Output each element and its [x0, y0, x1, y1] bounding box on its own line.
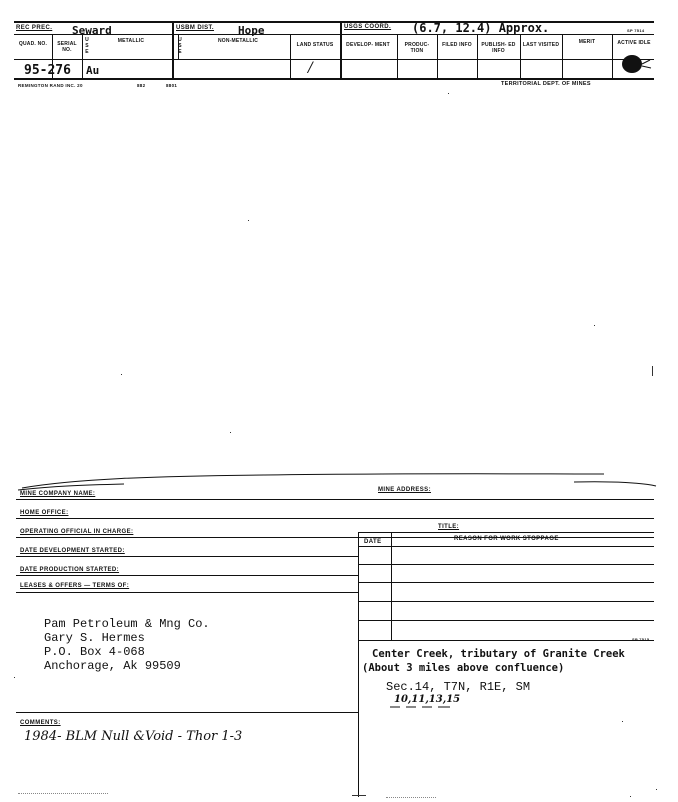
- divider-active: [612, 34, 613, 78]
- center-divider: [358, 532, 359, 797]
- dev-started-rule: [16, 556, 358, 557]
- scan-mark: [652, 366, 653, 376]
- scan-speck: [656, 789, 657, 790]
- prod-started-rule: [16, 575, 358, 576]
- mine-company-name-label: MINE COMPANY NAME:: [20, 491, 96, 497]
- stoppage-row-3: [358, 601, 654, 602]
- date-col-label: DATE: [364, 539, 382, 545]
- divider-production: [397, 34, 398, 78]
- scan-noise: [352, 795, 366, 796]
- stoppage-row-2: [358, 582, 654, 583]
- rec-prec-value: Seward: [72, 24, 112, 37]
- printer-name: REMINGTON RAND INC. 20: [18, 83, 83, 88]
- location-line-2: (About 3 miles above confluence): [362, 662, 565, 674]
- land-status-value: /: [308, 60, 313, 76]
- printer-code-2: 8801: [166, 83, 178, 88]
- printer-code-1: 882: [137, 83, 146, 88]
- date-development-label: DATE DEVELOPMENT STARTED:: [20, 548, 125, 554]
- serial-no-caption: SERIAL NO.: [57, 41, 77, 53]
- production-caption: PRODUC- TION: [404, 42, 430, 54]
- quad-no-caption: QUAD. NO.: [18, 41, 48, 47]
- land-status-caption: LAND STATUS: [296, 42, 334, 48]
- lease-line-2: Gary S. Hermes: [44, 631, 145, 645]
- title-label: TITLE:: [438, 524, 460, 530]
- use-caption-metallic: U S E: [85, 37, 89, 55]
- leases-offers-label: LEASES & OFFERS — TERMS OF:: [20, 583, 130, 589]
- divider-usbm: [172, 21, 174, 78]
- stoppage-row-1: [358, 564, 654, 565]
- merit-caption: MERIT: [578, 39, 596, 45]
- header-top-rule: [14, 21, 654, 23]
- scan-speck: [14, 677, 15, 678]
- date-col-divider: [391, 532, 392, 640]
- divider-published: [477, 34, 478, 78]
- divider-land: [290, 34, 291, 78]
- divider-last: [520, 34, 521, 78]
- scan-speck: [121, 374, 122, 375]
- metallic-caption: METALLIC: [117, 38, 145, 44]
- scan-speck: [594, 325, 595, 326]
- form-number-top: SP 7514: [627, 28, 645, 33]
- stoppage-bottom-rule: [358, 640, 654, 641]
- usgs-coord-value: (6.7, 12.4) Approx.: [412, 21, 550, 35]
- usbm-dist-label: USBM DIST.: [176, 25, 215, 31]
- usbm-dist-value: Hope: [238, 24, 265, 37]
- leases-rule: [16, 592, 358, 593]
- metallic-value: Au: [86, 64, 100, 77]
- rec-prec-label: REC PREC.: [16, 25, 53, 31]
- scan-speck: [622, 721, 623, 722]
- published-info-caption: PUBLISH- ED INFO: [481, 42, 516, 54]
- last-visited-caption: LAST VISITED: [522, 42, 560, 48]
- active-idle-caption: ACTIVE IDLE: [617, 40, 651, 46]
- location-line-1: Center Creek, tributary of Granite Creek: [372, 648, 625, 660]
- home-office-label: HOME OFFICE:: [20, 510, 69, 516]
- location-line-3: Sec.14, T7N, R1E, SM: [386, 680, 531, 694]
- scan-noise: [18, 793, 108, 795]
- lease-line-1: Pam Petroleum & Mng Co.: [44, 617, 210, 631]
- home-office-rule: [16, 518, 654, 519]
- mine-address-label: MINE ADDRESS:: [378, 487, 431, 493]
- lease-line-3: P.O. Box 4-068: [44, 645, 145, 659]
- comments-label: COMMENTS:: [20, 720, 61, 726]
- form-number-bottom: SP 7515: [632, 637, 650, 642]
- scan-speck: [630, 796, 631, 797]
- comments-top-rule: [16, 712, 358, 713]
- quad-serial-value: 95-276: [24, 63, 71, 78]
- header-bottom-rule: [14, 78, 654, 80]
- card-top-curve: [14, 466, 658, 492]
- comments-handwritten: 1984- BLM Null &Void - Thor 1-3: [24, 729, 243, 744]
- company-name-rule: [16, 499, 654, 500]
- usgs-coord-label: USGS COORD.: [344, 24, 392, 30]
- filed-info-caption: FILED INFO: [442, 42, 472, 48]
- date-production-label: DATE PRODUCTION STARTED:: [20, 567, 120, 573]
- divider-merit: [562, 34, 563, 78]
- divider-filed: [437, 34, 438, 78]
- stoppage-row-4: [358, 620, 654, 621]
- location-line-4-handwritten: 10,11,13,15: [394, 694, 461, 705]
- scan-speck: [448, 93, 449, 94]
- reason-stoppage-label: REASON FOR WORK STOPPAGE: [454, 536, 559, 542]
- development-caption: DEVELOP- MENT: [346, 42, 390, 48]
- non-metallic-caption: NON-METALLIC: [217, 38, 259, 44]
- punched-hole-mark: [616, 50, 654, 78]
- location-underline: [388, 704, 468, 710]
- scan-speck: [230, 432, 231, 433]
- scan-speck: [248, 220, 249, 221]
- lease-line-4: Anchorage, Ak 99509: [44, 659, 181, 673]
- stoppage-top-rule: [358, 532, 654, 533]
- divider-use: [82, 34, 83, 78]
- scan-noise: [386, 797, 436, 799]
- divider-usgs: [340, 21, 342, 78]
- operating-official-label: OPERATING OFFICIAL IN CHARGE:: [20, 529, 134, 535]
- date-header-rule: [358, 546, 654, 547]
- header-row-rule: [14, 59, 654, 60]
- department-label: TERRITORIAL DEPT. OF MINES: [501, 81, 591, 87]
- use-caption-nonmetallic: U S E: [178, 37, 182, 55]
